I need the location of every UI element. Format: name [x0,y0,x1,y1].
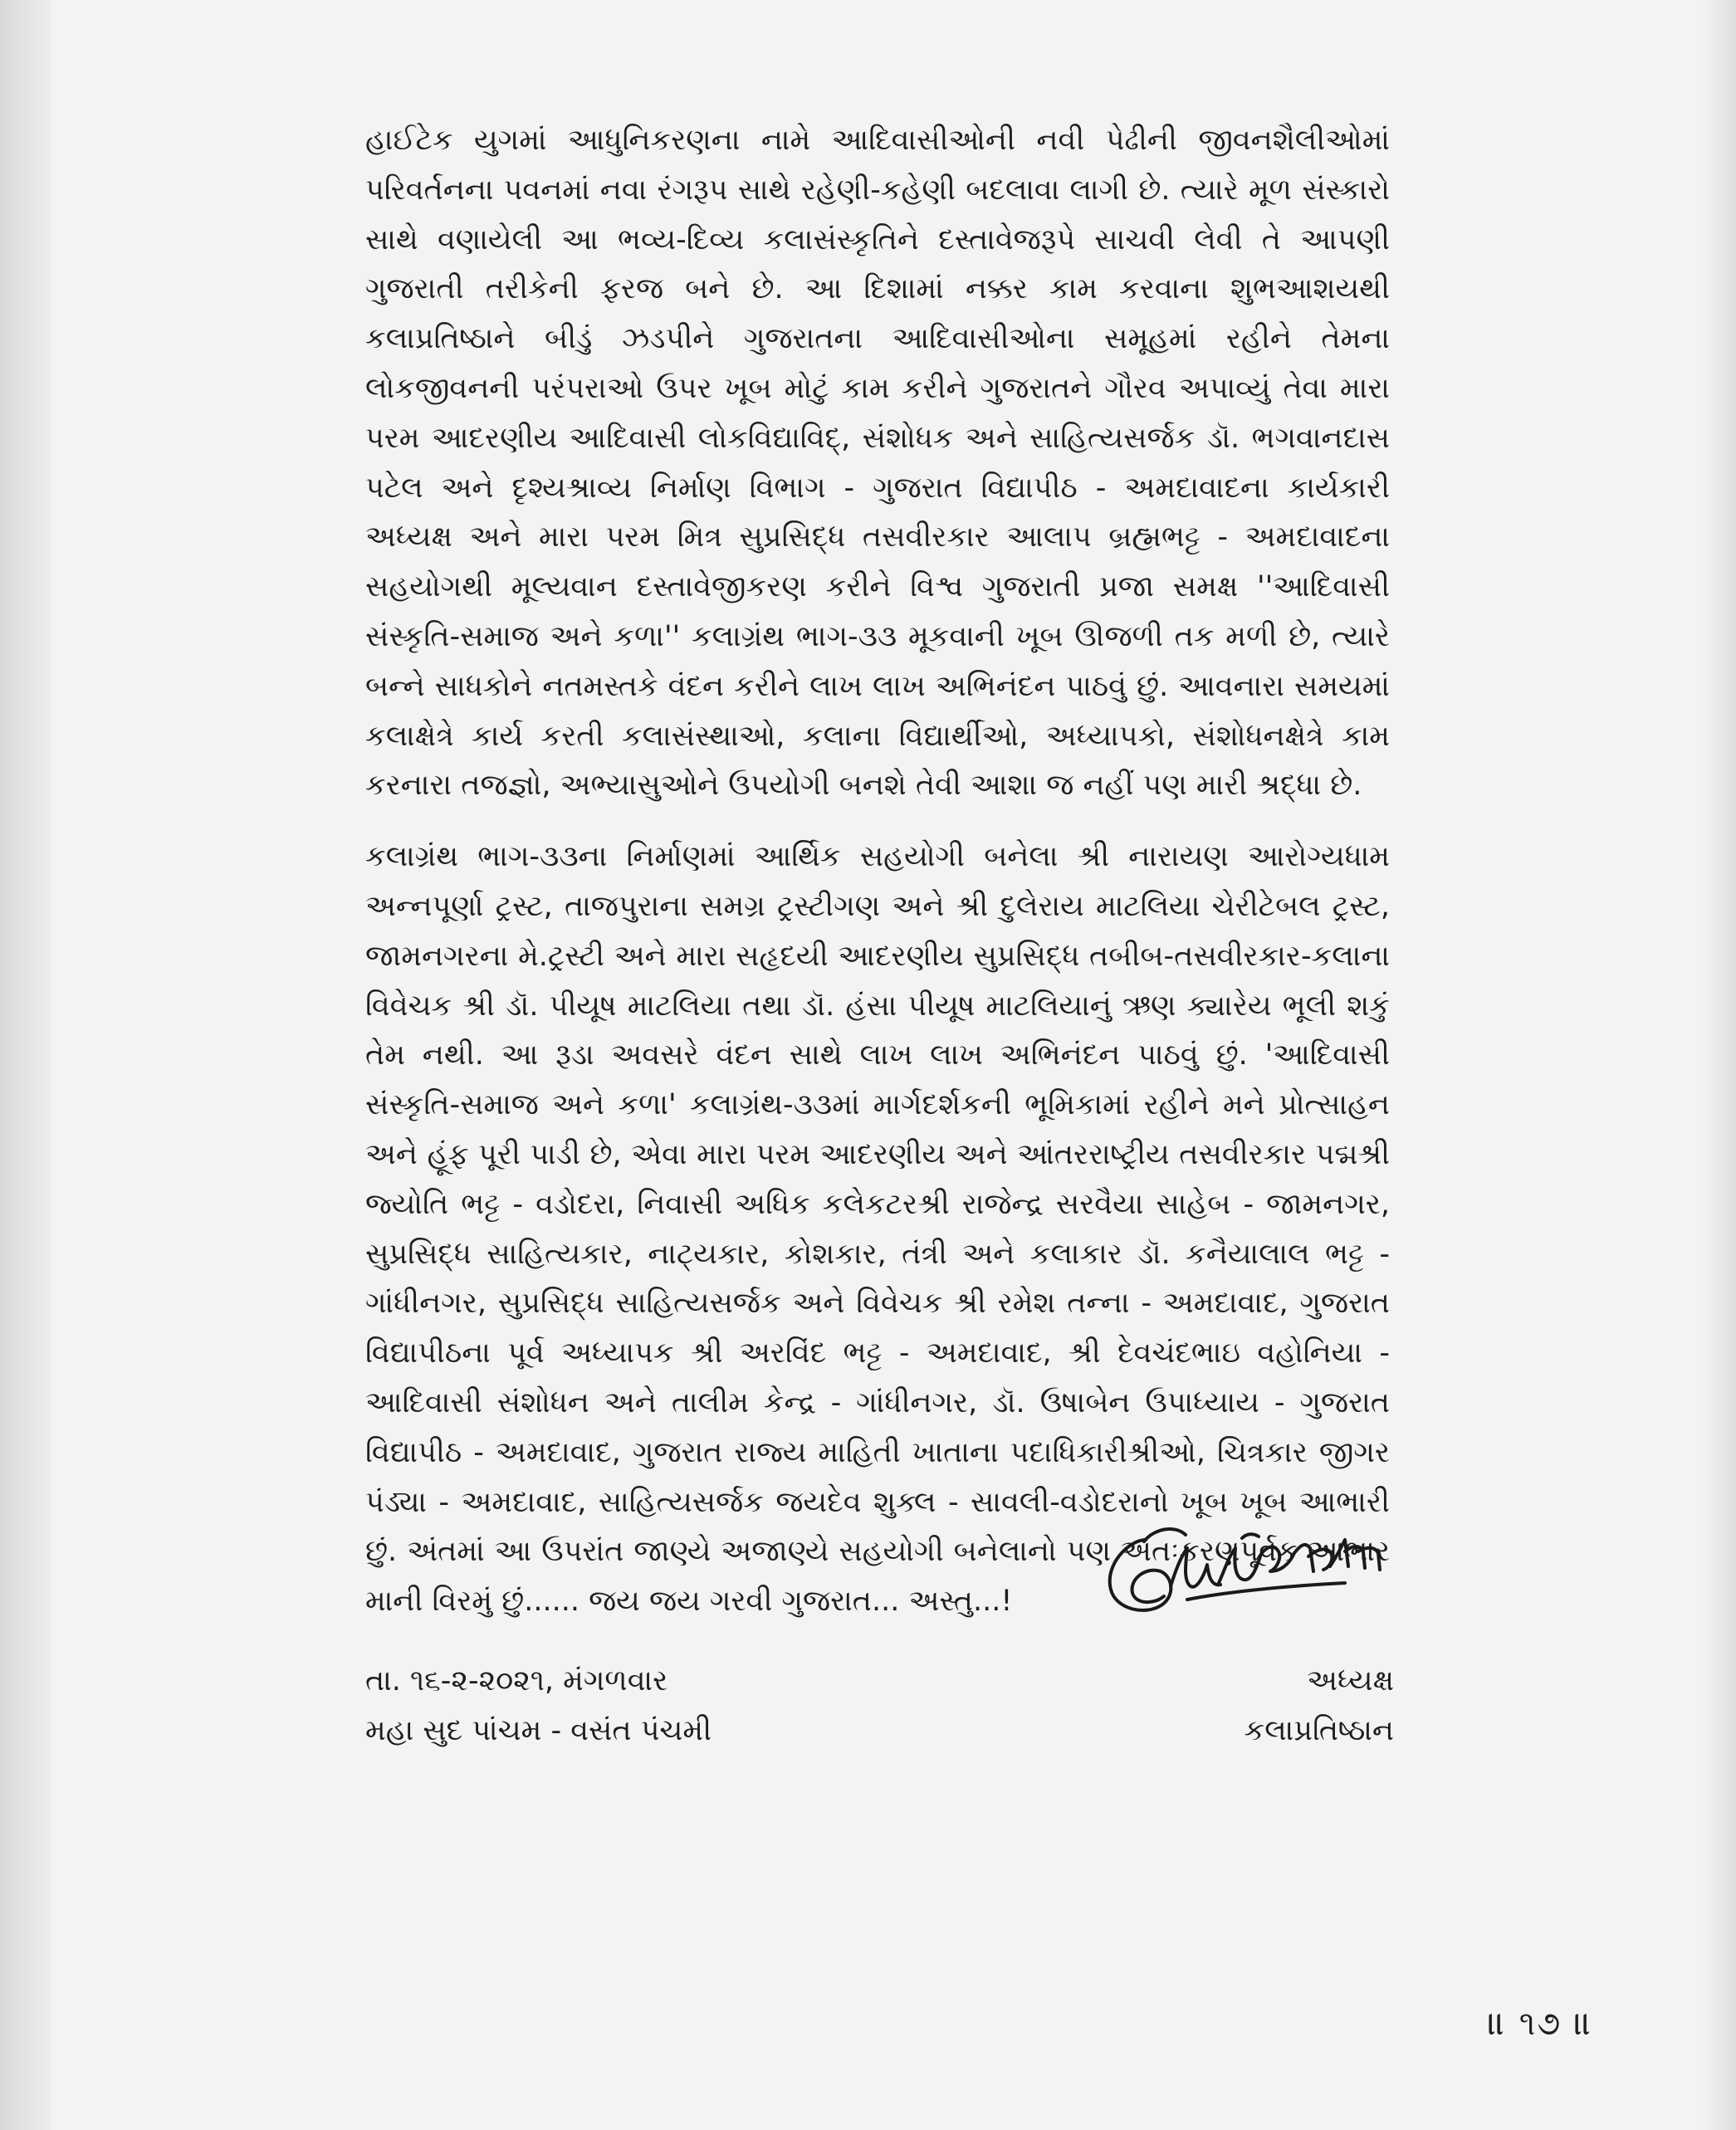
page-number: ॥ ૧૭ ॥ [1487,2005,1593,2043]
paragraph-intro: હાઈટેક યુગમાં આધુનિકરણના નામે આદિવાસીઓની નવી પેઢીની જીવનશૈલીઓમાં પરિવર્તનના પવનમાં નવા રંગરૂપ સાથે રહેણી-કહેણી બદલાવા લાગી છે. ત્યારે મૂળ સંસ્કારો સાથે વણાયેલી આ ભવ્ય-દિવ્ય કલાસંસ્કૃતિને દસ્તાવેજરૂપે સાચવી લેવી તે આપણી ગુજરાતી તરીકેની ફરજ બને છે. આ દિશામાં નક્કર કામ કરવાના શુભઆશયથી કલાપ્રતિષ્ઠાને બીડું ઝડપીને ગુજરાતના આદિવાસીઓના સમૂહમાં રહીને તેમના લોકજીવનની પરંપરાઓ ઉપર ખૂબ મોટું કામ કરીને ગુજરાતને ગૌરવ અપાવ્યું તેવા મારા પરમ આદરણીય આદિવાસી લોકવિદ્યાવિદ્, સંશોધક અને સાહિત્યસર્જક ડૉ. ભગવાનદાસ પટેલ અને દૃશ્યશ્રાવ્ય નિર્માણ વિભાગ - ગુજરાત વિદ્યાપીઠ - અમદાવાદના કાર્યકારી અધ્યક્ષ અને મારા પરમ મિત્ર સુપ્રસિદ્ધ તસવીરકાર આલાપ બ્રહ્મભટ્ટ - અમદાવાદના સહયોગથી મૂલ્યવાન દસ્તાવેજીકરણ કરીને વિશ્વ ગુજરાતી પ્રજા સમક્ષ ''આદિવાસી સંસ્કૃતિ-સમાજ અને કળા'' કલાગ્રંથ ભાગ-૩૩ મૂકવાની ખૂબ ઊજળી તક મળી છે, ત્યારે બન્ને સાધકોને નતમસ્તકે વંદન કરીને લાખ લાખ અભિનંદન પાઠવું છું. આવનારા સમયમાં કલાક્ષેત્રે કાર્ય કરતી કલાસંસ્થાઓ, કલાના વિદ્યાર્થીઓ, અધ્યાપકો, સંશોધનક્ષેત્રે કામ કરનારા તજજ્ઞો, અભ્યાસુઓને ઉપયોગી બનશે તેવી આશા જ નહીં પણ મારી શ્રદ્ધા છે. [365,124,1390,803]
signatory-organization: કલાપ્રતિષ્ઠાન [1244,1714,1394,1747]
date-block [365,1656,946,1756]
signatory-title: અધ્યક્ષ [1307,1664,1394,1698]
handwritten-signature [1096,1507,1395,1631]
paragraph-acknowledgements: કલાગ્રંથ ભાગ-૩૩ના નિર્માણમાં આર્થિક સહયોગી બનેલા શ્રી નારાયણ આરોગ્યધામ અન્નપૂર્ણા ટ્રસ્ટ, તાજપુરાના સમગ્ર ટ્રસ્ટીગણ અને શ્રી દુલેરાય માટલિયા ચેરીટેબલ ટ્રસ્ટ, જામનગરના મે.ટ્રસ્ટી અને મારા સહૃદયી આદરણીય સુપ્રસિદ્ધ તબીબ-તસવીરકાર-કલાના વિવેચક શ્રી ડૉ. પીયૂષ માટલિયા તથા ડૉ. હંસા પીયૂષ માટલિયાનું ઋણ ક્યારેય ભૂલી શકું તેમ નથી. આ રૂડા અવસરે વંદન સાથે લાખ લાખ અભિનંદન પાઠવું છું. 'આદિવાસી સંસ્કૃતિ-સમાજ અને કળા' કલાગ્રંથ-૩૩માં માર્ગદર્શકની ભૂમિકામાં રહીને મને પ્રોત્સાહન અને હૂંફ પૂરી પાડી છે, એવા મારા પરમ આદરણીય અને આંતરરાષ્ટ્રીય તસવીરકાર પદ્મશ્રી જ્યોતિ ભટ્ટ - વડોદરા, નિવાસી અધિક કલેકટરશ્રી રાજેન્દ્ર સરવૈયા સાહેબ - જામનગર, સુપ્રસિદ્ધ સાહિત્યકાર, નાટ્યકાર, કોશકાર, તંત્રી અને કલાકાર ડૉ. કનૈયાલાલ ભટ્ટ - ગાંધીનગર, સુપ્રસિદ્ધ સાહિત્યસર્જક અને વિવેચક શ્રી રમેશ તન્ના - અમદાવાદ, ગુજરાત વિદ્યાપીઠના પૂર્વ અધ્યાપક શ્રી અરવિંદ ભટ્ટ - અમદાવાદ, શ્રી દેવચંદભાઇ વહોનિયા - આદિવાસી સંશોધન અને તાલીમ કેન્દ્ર - ગાંધીનગર, ડૉ. ઉષાબેન ઉપાધ્યાય - ગુજરાત વિદ્યાપીઠ - અમદાવાદ, ગુજરાત રાજ્ય માહિતી ખાતાના પદાધિકારીશ્રીઓ, ચિત્રકાર જીગર પંડ્યા - અમદાવાદ, સાહિત્યસર્જક જયદેવ શુક્લ - સાવલી-વડોદરાનો ખૂબ ખૂબ આભારી છું. અંતમાં આ ઉપરાંત જાણ્યે અજાણ્યે સહયોગી બનેલાનો પણ અંતઃકરણપૂર્વક આભાર માની વિરમું છું...... જય જય ગરવી ગુજરાત... અસ્તુ...! [365,840,1390,1619]
tithi-line: મહા સુદ પાંચમ - વસંત પંચમી [365,1714,712,1747]
page-edge-shadow-left [0,0,51,2130]
signature-icon [1096,1507,1395,1631]
page-edge-shadow-right [1703,0,1736,2130]
body-text [365,116,1390,1627]
signatory-block [979,1656,1394,1756]
date-line: તા. ૧૬-૨-૨૦૨૧, મંગળવાર [365,1664,668,1698]
